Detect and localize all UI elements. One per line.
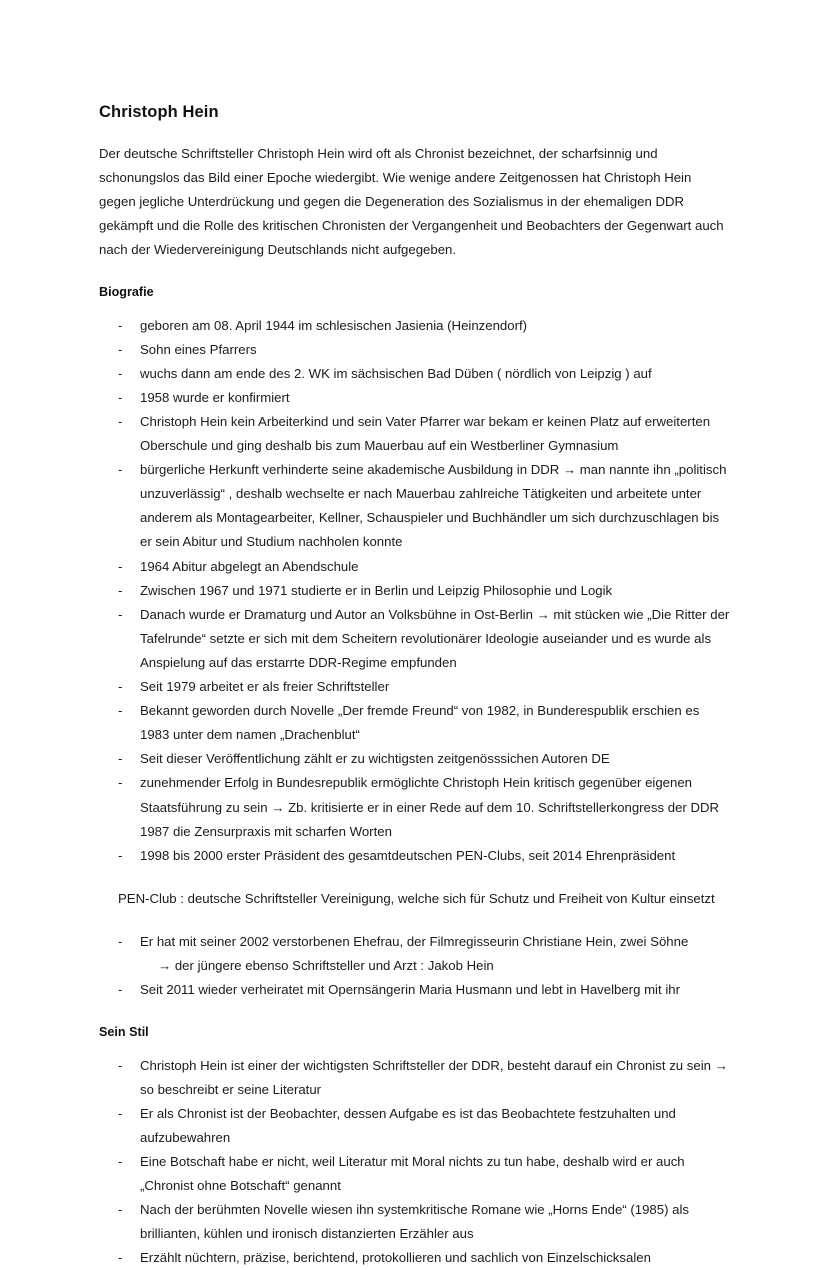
bullet-dash-marker: - bbox=[118, 679, 123, 695]
list-item-text: Seit 2011 wieder verheiratet mit Opernsängerin Maria Husmann und lebt in Havelberg mit ihr bbox=[140, 982, 680, 998]
biografie-bullet-list bbox=[99, 314, 730, 868]
list-item-text: Christoph Hein ist einer der wichtigsten Schriftsteller der DDR, besteht darauf ein Chronist zu sein → so beschreibt er seine Literatur bbox=[140, 1057, 728, 1097]
section-heading-biografie: Biografie bbox=[99, 285, 154, 300]
list-item bbox=[99, 1150, 730, 1198]
list-item-text: Seit dieser Veröffentlichung zählt er zu wichtigsten zeitgenösssichen Autoren DE bbox=[140, 751, 610, 767]
list-item bbox=[99, 386, 730, 410]
list-item bbox=[99, 771, 730, 843]
list-item-text: 1964 Abitur abgelegt an Abendschule bbox=[140, 558, 359, 574]
list-item bbox=[99, 1198, 730, 1246]
page-title: Christoph Hein bbox=[99, 103, 219, 121]
bullet-dash-marker: - bbox=[118, 582, 123, 598]
list-item-text: Bekannt geworden durch Novelle „Der fremde Freund“ von 1982, in Bunderespublik erschien es 1983 unter dem namen „Drachenblut“ bbox=[140, 703, 700, 743]
list-item bbox=[99, 1246, 730, 1270]
list-item-text: Seit 1979 arbeitet er als freier Schriftsteller bbox=[140, 679, 390, 695]
bullet-dash-marker: - bbox=[118, 341, 123, 357]
bullet-dash-marker: - bbox=[118, 1153, 123, 1169]
bullet-dash-marker: - bbox=[118, 933, 123, 949]
bullet-dash-marker: - bbox=[118, 389, 123, 405]
intro-paragraph: Der deutsche Schriftsteller Christoph Hein wird oft als Chronist bezeichnet, der scharfsinnig und schonungslos das Bild einer Epoche wiedergibt. Wie wenige andere Zeitgenossen hat Christoph Hein gegen jegliche Unterdrückung und gegen die Degeneration des Sozialismus in der ehemaligen DDR gekämpft und die Rolle des kritischen Chronisten der Vergangenheit und Beobachters der Gegenwart auch nach der Wiedervereinigung Deutschlands nicht aufgegeben. bbox=[99, 145, 724, 258]
list-item-text: wuchs dann am ende des 2. WK im sächsischen Bad Düben ( nördlich von Leipzig ) auf bbox=[140, 365, 652, 381]
section-heading-sein-stil: Sein Stil bbox=[99, 1025, 149, 1040]
list-item-text: Er hat mit seiner 2002 verstorbenen Ehefrau, der Filmregisseurin Christiane Hein, zwei Söhne bbox=[140, 933, 689, 949]
list-item-continuation: → der jüngere ebenso Schriftsteller und Arzt : Jakob Hein bbox=[158, 957, 494, 973]
bullet-dash-marker: - bbox=[118, 606, 123, 622]
list-item-text: Danach wurde er Dramaturg und Autor an Volksbühne in Ost-Berlin → mit stücken wie „Die Ritter der Tafelrunde“ setzte er sich mit dem Scheitern revolutionärer Ideologie auseiander und es wurde als Anspielung auf das erstarrte DDR-Regime empfunden bbox=[140, 606, 730, 670]
list-item bbox=[99, 410, 730, 458]
list-item bbox=[99, 579, 730, 603]
list-item-text: Erzählt nüchtern, präzise, berichtend, protokollieren und sachlich von Einzelschicksalen bbox=[140, 1250, 651, 1266]
bullet-dash-marker: - bbox=[118, 1202, 123, 1218]
list-item bbox=[99, 314, 730, 338]
list-item-text: Zwischen 1967 und 1971 studierte er in Berlin und Leipzig Philosophie und Logik bbox=[140, 582, 613, 598]
bullet-dash-marker: - bbox=[118, 703, 123, 719]
list-item bbox=[99, 978, 730, 1002]
bullet-dash-marker: - bbox=[118, 317, 123, 333]
bullet-dash-marker: - bbox=[118, 414, 123, 429]
list-item bbox=[99, 930, 730, 978]
list-item bbox=[99, 1102, 730, 1150]
list-item-text: 1998 bis 2000 erster Präsident des gesamtdeutschen PEN-Clubs, seit 2014 Ehrenpräsident bbox=[140, 847, 676, 863]
list-item bbox=[99, 362, 730, 386]
bullet-dash-marker: - bbox=[118, 982, 123, 998]
list-item-text: Sohn eines Pfarrers bbox=[140, 341, 257, 357]
bullet-dash-marker: - bbox=[118, 1057, 123, 1073]
list-item-text: Er als Chronist ist der Beobachter, dessen Aufgabe es ist das Beobachtete festzuhalten und aufzubewahren bbox=[140, 1105, 676, 1145]
list-item bbox=[99, 844, 730, 868]
list-item bbox=[99, 338, 730, 362]
list-item-text: Nach der berühmten Novelle wiesen ihn systemkritische Romane wie „Horns Ende“ (1985) als brillianten, kühlen und ironisch distanzierten Erzähler aus bbox=[140, 1202, 689, 1242]
bullet-dash-marker: - bbox=[118, 751, 123, 767]
bullet-dash-marker: - bbox=[118, 462, 123, 478]
pen-club-note: PEN-Club : deutsche Schriftsteller Vereinigung, welche sich für Schutz und Freiheit von Kultur einsetzt bbox=[118, 890, 715, 906]
list-item bbox=[99, 747, 730, 771]
list-item-text: 1958 wurde er konfirmiert bbox=[140, 389, 290, 405]
list-item-text: Christoph Hein kein Arbeiterkind und sein Vater Pfarrer war bekam er keinen Platz auf erweiterten Oberschule und ging deshalb bis zum Mauerbau auf ein Westberliner Gymnasium bbox=[140, 414, 711, 454]
bullet-dash-marker: - bbox=[118, 1250, 123, 1266]
bullet-dash-marker: - bbox=[118, 558, 123, 574]
bullet-dash-marker: - bbox=[118, 365, 123, 381]
list-item bbox=[99, 699, 730, 747]
list-item bbox=[99, 1054, 730, 1102]
list-item bbox=[99, 555, 730, 579]
bullet-dash-marker: - bbox=[118, 775, 123, 791]
list-item-text: geboren am 08. April 1944 im schlesischen Jasienia (Heinzendorf) bbox=[140, 317, 528, 333]
sein-stil-bullet-list bbox=[99, 1054, 730, 1270]
biografie-bullet-list-after-note bbox=[99, 930, 730, 1002]
list-item-text: Eine Botschaft habe er nicht, weil Literatur mit Moral nichts zu tun habe, deshalb wird er auch „Chronist ohne Botschaft“ genannt bbox=[140, 1153, 685, 1193]
list-item bbox=[99, 675, 730, 699]
list-item-text: zunehmender Erfolg in Bundesrepublik ermöglichte Christoph Hein kritisch gegenüber eigenen Staatsführung zu sein → Zb. kritisierte er in einer Rede auf dem 10. Schriftstellerkongress der DDR 1987 die Zensurpraxis mit scharfen Worten bbox=[140, 775, 720, 839]
bullet-dash-marker: - bbox=[118, 847, 123, 863]
list-item bbox=[99, 458, 730, 554]
bullet-dash-marker: - bbox=[118, 1105, 123, 1121]
list-item bbox=[99, 603, 730, 675]
list-item-text: bürgerliche Herkunft verhinderte seine akademische Ausbildung in DDR → man nannte ihn „politisch unzuverlässig“ , deshalb wechselte er nach Mauerbau zahlreiche Tätigkeiten und arbeitete unter anderem als Montagearbeiter, Kellner, Schauspieler und Buchhändler um sich durchzuschlagen bis er sein Abitur und Studium nachholen konnte bbox=[140, 462, 727, 550]
